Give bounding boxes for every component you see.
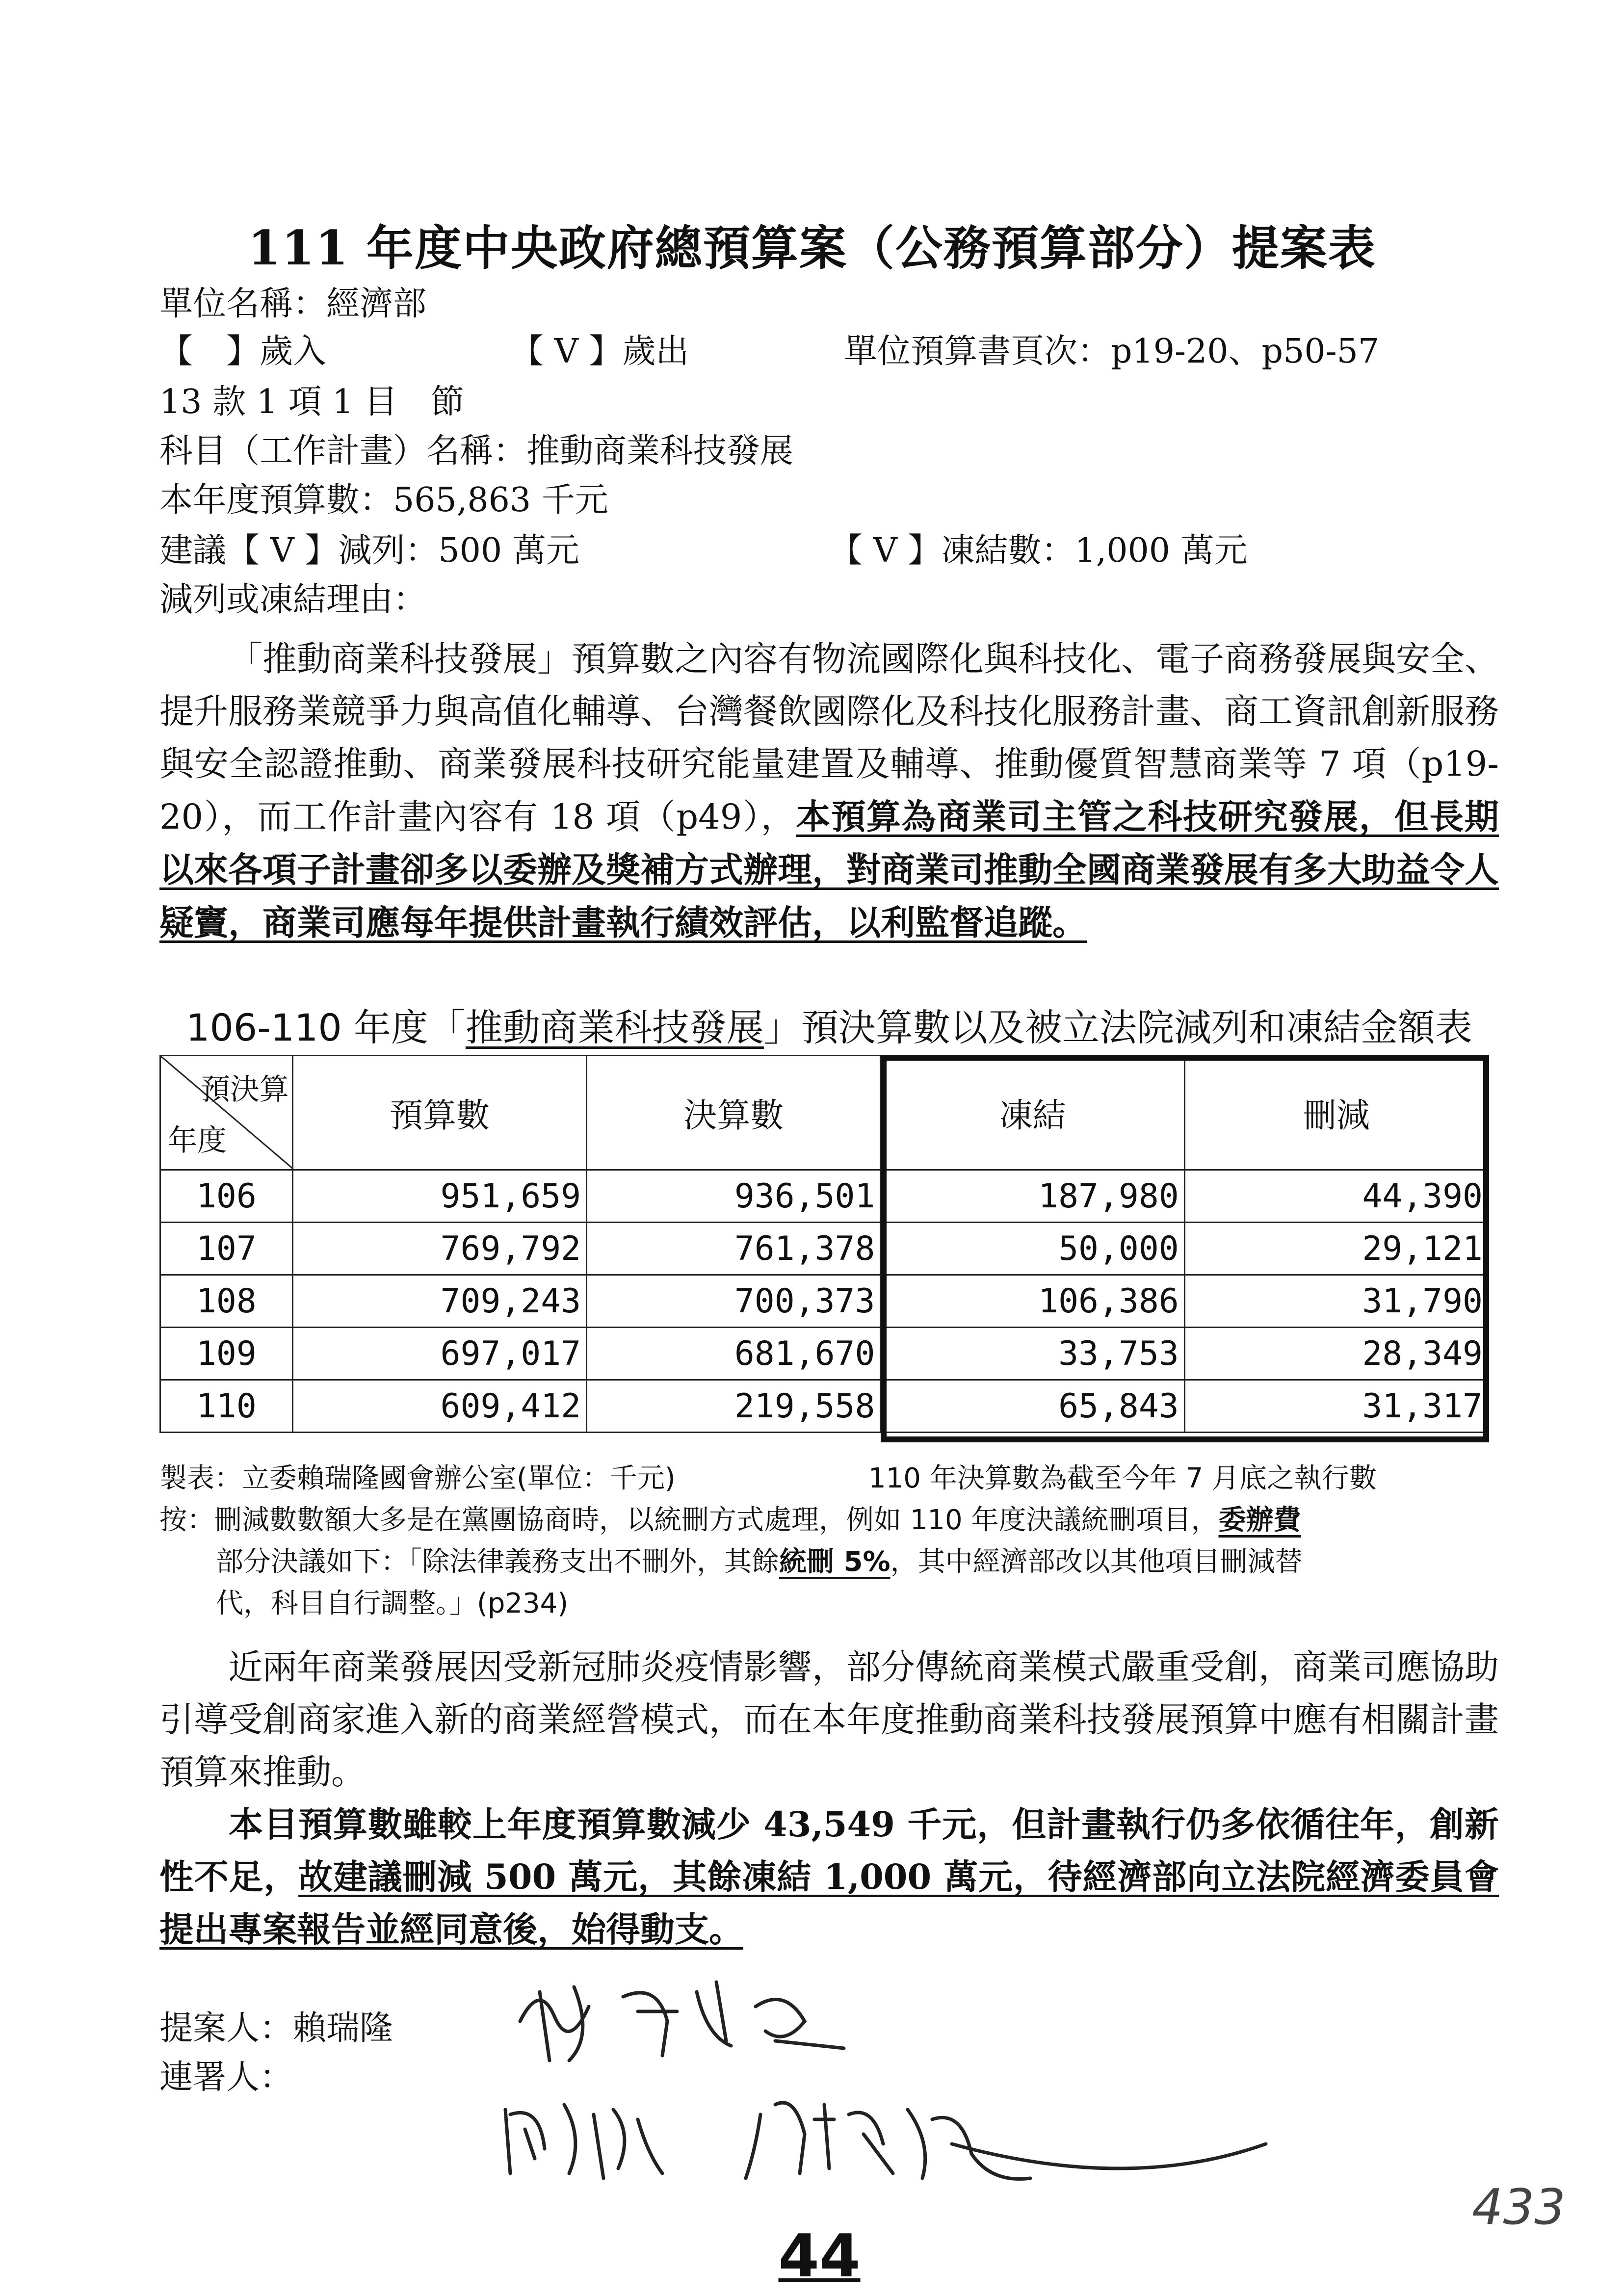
- budget-cell: 697,017: [292, 1328, 586, 1380]
- reason-paragraph-1: [159, 633, 1499, 949]
- cut-cell: 29,121: [1184, 1223, 1488, 1275]
- freeze-cell: 106,386: [881, 1275, 1184, 1328]
- proposer-label: 提案人：賴瑞隆: [159, 2009, 393, 2048]
- budget-cell: 709,243: [292, 1275, 586, 1328]
- execution-note: 110 年決算數為截至今年 7 月底之執行數: [868, 1462, 1377, 1494]
- reason-text-1-emphasis: 本預算為商業司主管之科技研究發展，但長期以來各項子計畫卻多以委辦及獎補方式辦理，對商業司推動全國商業發展有多大助益令人疑竇，商業司應每年提供計畫執行績效評估，以利監督追蹤。: [159, 796, 1499, 943]
- budget-cell: 609,412: [292, 1380, 586, 1433]
- note-line-2-text: 部分決議如下：「除法律義務支出不刪外，其餘: [216, 1546, 779, 1578]
- cut-suggestion: 建議【 V 】減列：500 萬元: [159, 531, 579, 570]
- budget-history-table: [159, 1055, 1489, 1433]
- corner-top-label: 預決算: [200, 1072, 289, 1107]
- reason-paragraph-3: [159, 1798, 1499, 1956]
- note-line-2: [216, 1543, 1303, 1581]
- cut-cell: 28,349: [1184, 1328, 1488, 1380]
- table-row: [160, 1328, 1489, 1380]
- cut-cell: 31,790: [1184, 1275, 1488, 1328]
- final-cell: 681,670: [587, 1328, 881, 1380]
- page-reference: 單位預算書頁次：p19-20、p50-57: [844, 332, 1380, 371]
- table-source-note: 製表：立委賴瑞隆國會辦公室(單位：千元): [159, 1462, 676, 1494]
- header-final: 決算數: [587, 1056, 881, 1170]
- table-header-row: [160, 1056, 1489, 1170]
- budget-cell: 769,792: [292, 1223, 586, 1275]
- table-row: [160, 1170, 1489, 1223]
- unit-name: 單位名稱：經濟部: [159, 285, 427, 323]
- reason-paragraph-2: [159, 1641, 1499, 1799]
- budget-cell: 951,659: [292, 1170, 586, 1223]
- table-title-prefix: 106-110 年度「: [186, 1006, 466, 1049]
- note-line-3: 代，科目自行調整。」(p234): [216, 1588, 569, 1619]
- reason-heading: 減列或凍結理由：: [159, 580, 427, 619]
- header-cut: 刪減: [1184, 1056, 1488, 1170]
- budget-amount: 本年度預算數：565,863 千元: [159, 481, 608, 520]
- corner-bottom-label: 年度: [168, 1123, 227, 1158]
- year-cell: 108: [160, 1275, 293, 1328]
- signature-cosigners: [491, 2075, 1276, 2203]
- note-line-1: [159, 1501, 1301, 1539]
- final-cell: 936,501: [587, 1170, 881, 1223]
- freeze-cell: 50,000: [881, 1223, 1184, 1275]
- note-line-2-suffix: ，其中經濟部改以其他項目刪減替: [890, 1546, 1303, 1578]
- cosigner-label: 連署人：: [159, 2058, 293, 2097]
- table-row: [160, 1380, 1489, 1433]
- corner-header-cell: [160, 1056, 293, 1170]
- freeze-cell: 65,843: [881, 1380, 1184, 1433]
- reason-text-3-emphasis: 故建議刪減 500 萬元，其餘凍結 1,000 萬元，待經濟部向立法院經濟委員會提出專案報告並經同意後，始得動支。: [159, 1856, 1499, 1950]
- year-cell: 106: [160, 1170, 293, 1223]
- cut-cell: 31,317: [1184, 1380, 1488, 1433]
- final-cell: 761,378: [587, 1223, 881, 1275]
- reason-text-1: 「推動商業科技發展」預算數之內容有物流國際化與科技化、電子商務發展與安全、提升服務業競爭力與高值化輔導、台灣餐飲國際化及科技化服務計畫、商工資訊創新服務與安全認證推動、商業發展科技研究能量建置及輔導、推動優質智慧商業等 7 項（p19-20），而工作計畫內容有 18 項（p49），: [159, 639, 1499, 837]
- table-title: [159, 1003, 1499, 1052]
- reason-text-2: 近兩年商業發展因受新冠肺炎疫情影響，部分傳統商業模式嚴重受創，商業司應協助引導受創商家進入新的商業經營模式，而在本年度推動商業科技發展預算中應有相關計畫預算來推動。: [159, 1647, 1499, 1792]
- table-row: [160, 1223, 1489, 1275]
- year-cell: 109: [160, 1328, 293, 1380]
- reason-text-3: 本目預算數雖較上年度預算數減少 43,549 千元，但計畫執行仍多依循往年，創新性不足，: [159, 1804, 1499, 1897]
- form-title: 111 年度中央政府總預算案（公務預算部分）提案表: [248, 220, 1376, 276]
- freeze-cell: 33,753: [881, 1328, 1184, 1380]
- note-line-1-text: 按：刪減數數額大多是在黨團協商時，以統刪方式處理，例如 110 年度決議統刪項目，: [159, 1504, 1219, 1536]
- note-line-2-emphasis: 統刪 5%: [779, 1546, 891, 1578]
- subject-name: 科目（工作計畫）名稱：推動商業科技發展: [159, 432, 794, 470]
- revenue-checkbox-label: 【 】歲入: [159, 332, 327, 371]
- section-code: 13 款 1 項 1 目 節: [159, 383, 465, 421]
- stamp-number: 433: [1472, 2178, 1566, 2236]
- freeze-cell: 187,980: [881, 1170, 1184, 1223]
- final-cell: 700,373: [587, 1275, 881, 1328]
- year-cell: 107: [160, 1223, 293, 1275]
- table-row: [160, 1275, 1489, 1328]
- header-budget: 預算數: [292, 1056, 586, 1170]
- header-freeze: 凍結: [881, 1056, 1184, 1170]
- final-cell: 219,558: [587, 1380, 881, 1433]
- freeze-suggestion: 【 V 】凍結數：1,000 萬元: [829, 531, 1248, 570]
- signature-proposer: [510, 1962, 854, 2075]
- table-title-suffix: 」預決算數以及被立法院減列和凍結金額表: [763, 1006, 1472, 1049]
- page-number: 44: [778, 2222, 861, 2291]
- table-title-emphasis: 推動商業科技發展: [465, 1006, 764, 1049]
- note-line-1-emphasis: 委辦費: [1218, 1504, 1301, 1536]
- expense-checkbox-label: 【 V 】歲出: [510, 332, 689, 371]
- year-cell: 110: [160, 1380, 293, 1433]
- cut-cell: 44,390: [1184, 1170, 1488, 1223]
